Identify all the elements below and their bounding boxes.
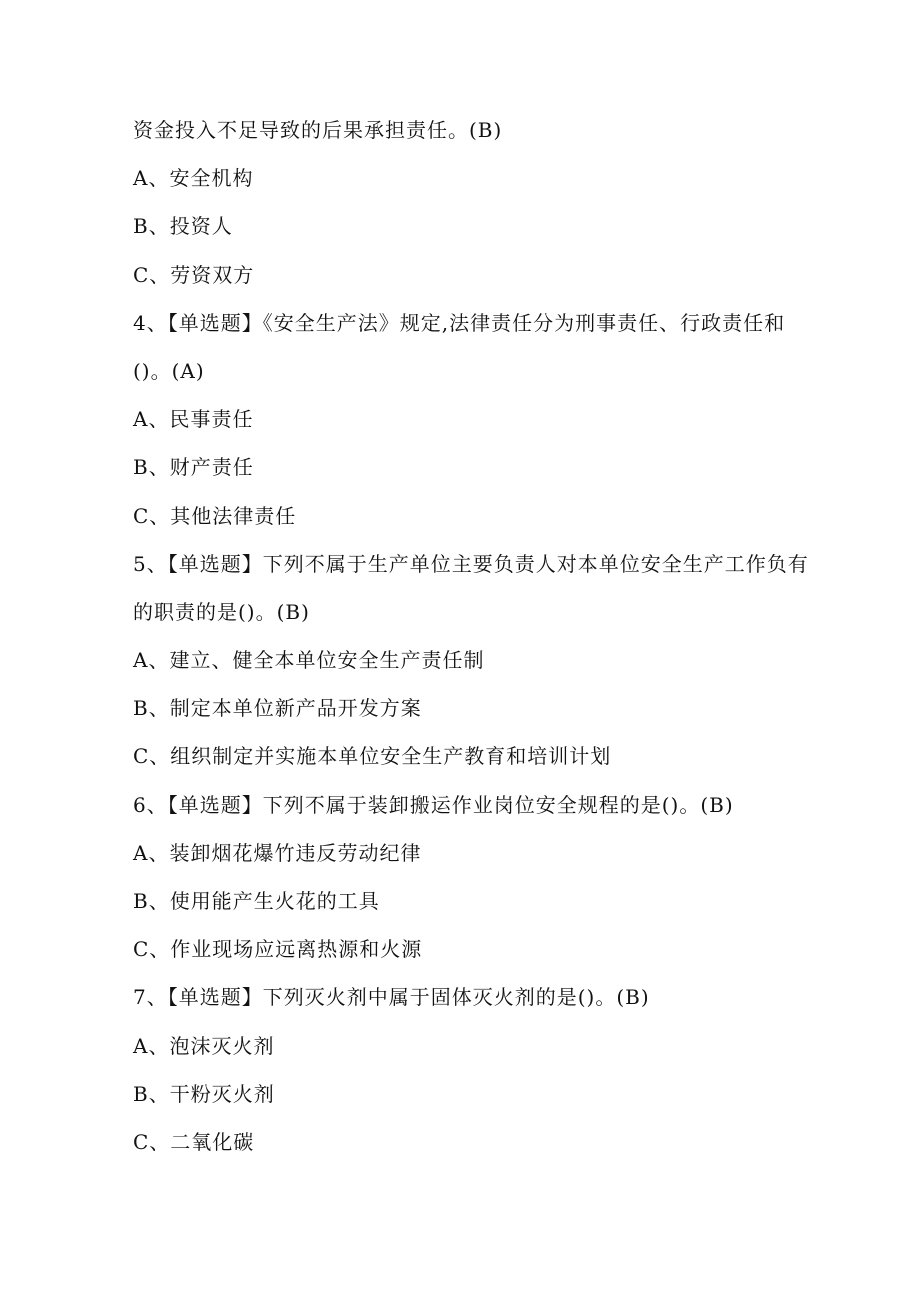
option-line: A、安全机构 [133, 166, 254, 191]
option-line: C、组织制定并实施本单位安全生产教育和培训计划 [133, 744, 612, 769]
question-line: ()。(A) [133, 358, 205, 383]
option-line: A、建立、健全本单位安全生产责任制 [133, 648, 485, 673]
option-line: A、装卸烟花爆竹违反劳动纪律 [133, 840, 422, 865]
option-line: C、劳资双方 [133, 262, 255, 287]
option-line: A、泡沫灭火剂 [133, 1033, 275, 1058]
question-line: 4、【单选题】《安全生产法》规定,法律责任分为刑事责任、行政责任和 [133, 310, 786, 335]
option-line: C、二氧化碳 [133, 1129, 255, 1154]
option-line: B、制定本单位新产品开发方案 [133, 696, 422, 721]
option-line: B、财产责任 [133, 455, 254, 480]
option-line: C、其他法律责任 [133, 503, 297, 528]
option-line: B、干粉灭火剂 [133, 1081, 275, 1106]
option-line: A、民事责任 [133, 407, 254, 432]
option-line: C、作业现场应远离热源和火源 [133, 937, 423, 962]
question-line: 6、【单选题】下列不属于装卸搬运作业岗位安全规程的是()。(B) [133, 792, 734, 817]
option-line: B、使用能产生火花的工具 [133, 889, 380, 913]
document-body [133, 113, 833, 1173]
text-line: 资金投入不足导致的后果承担责任。(B) [133, 118, 503, 142]
option-line: B、投资人 [133, 214, 233, 239]
question-line: 5、【单选题】下列不属于生产单位主要负责人对本单位安全生产工作负有 [133, 551, 809, 576]
question-line: 的职责的是()。(B) [133, 599, 310, 624]
question-line: 7、【单选题】下列灭火剂中属于固体灭火剂的是()。(B) [133, 985, 650, 1010]
